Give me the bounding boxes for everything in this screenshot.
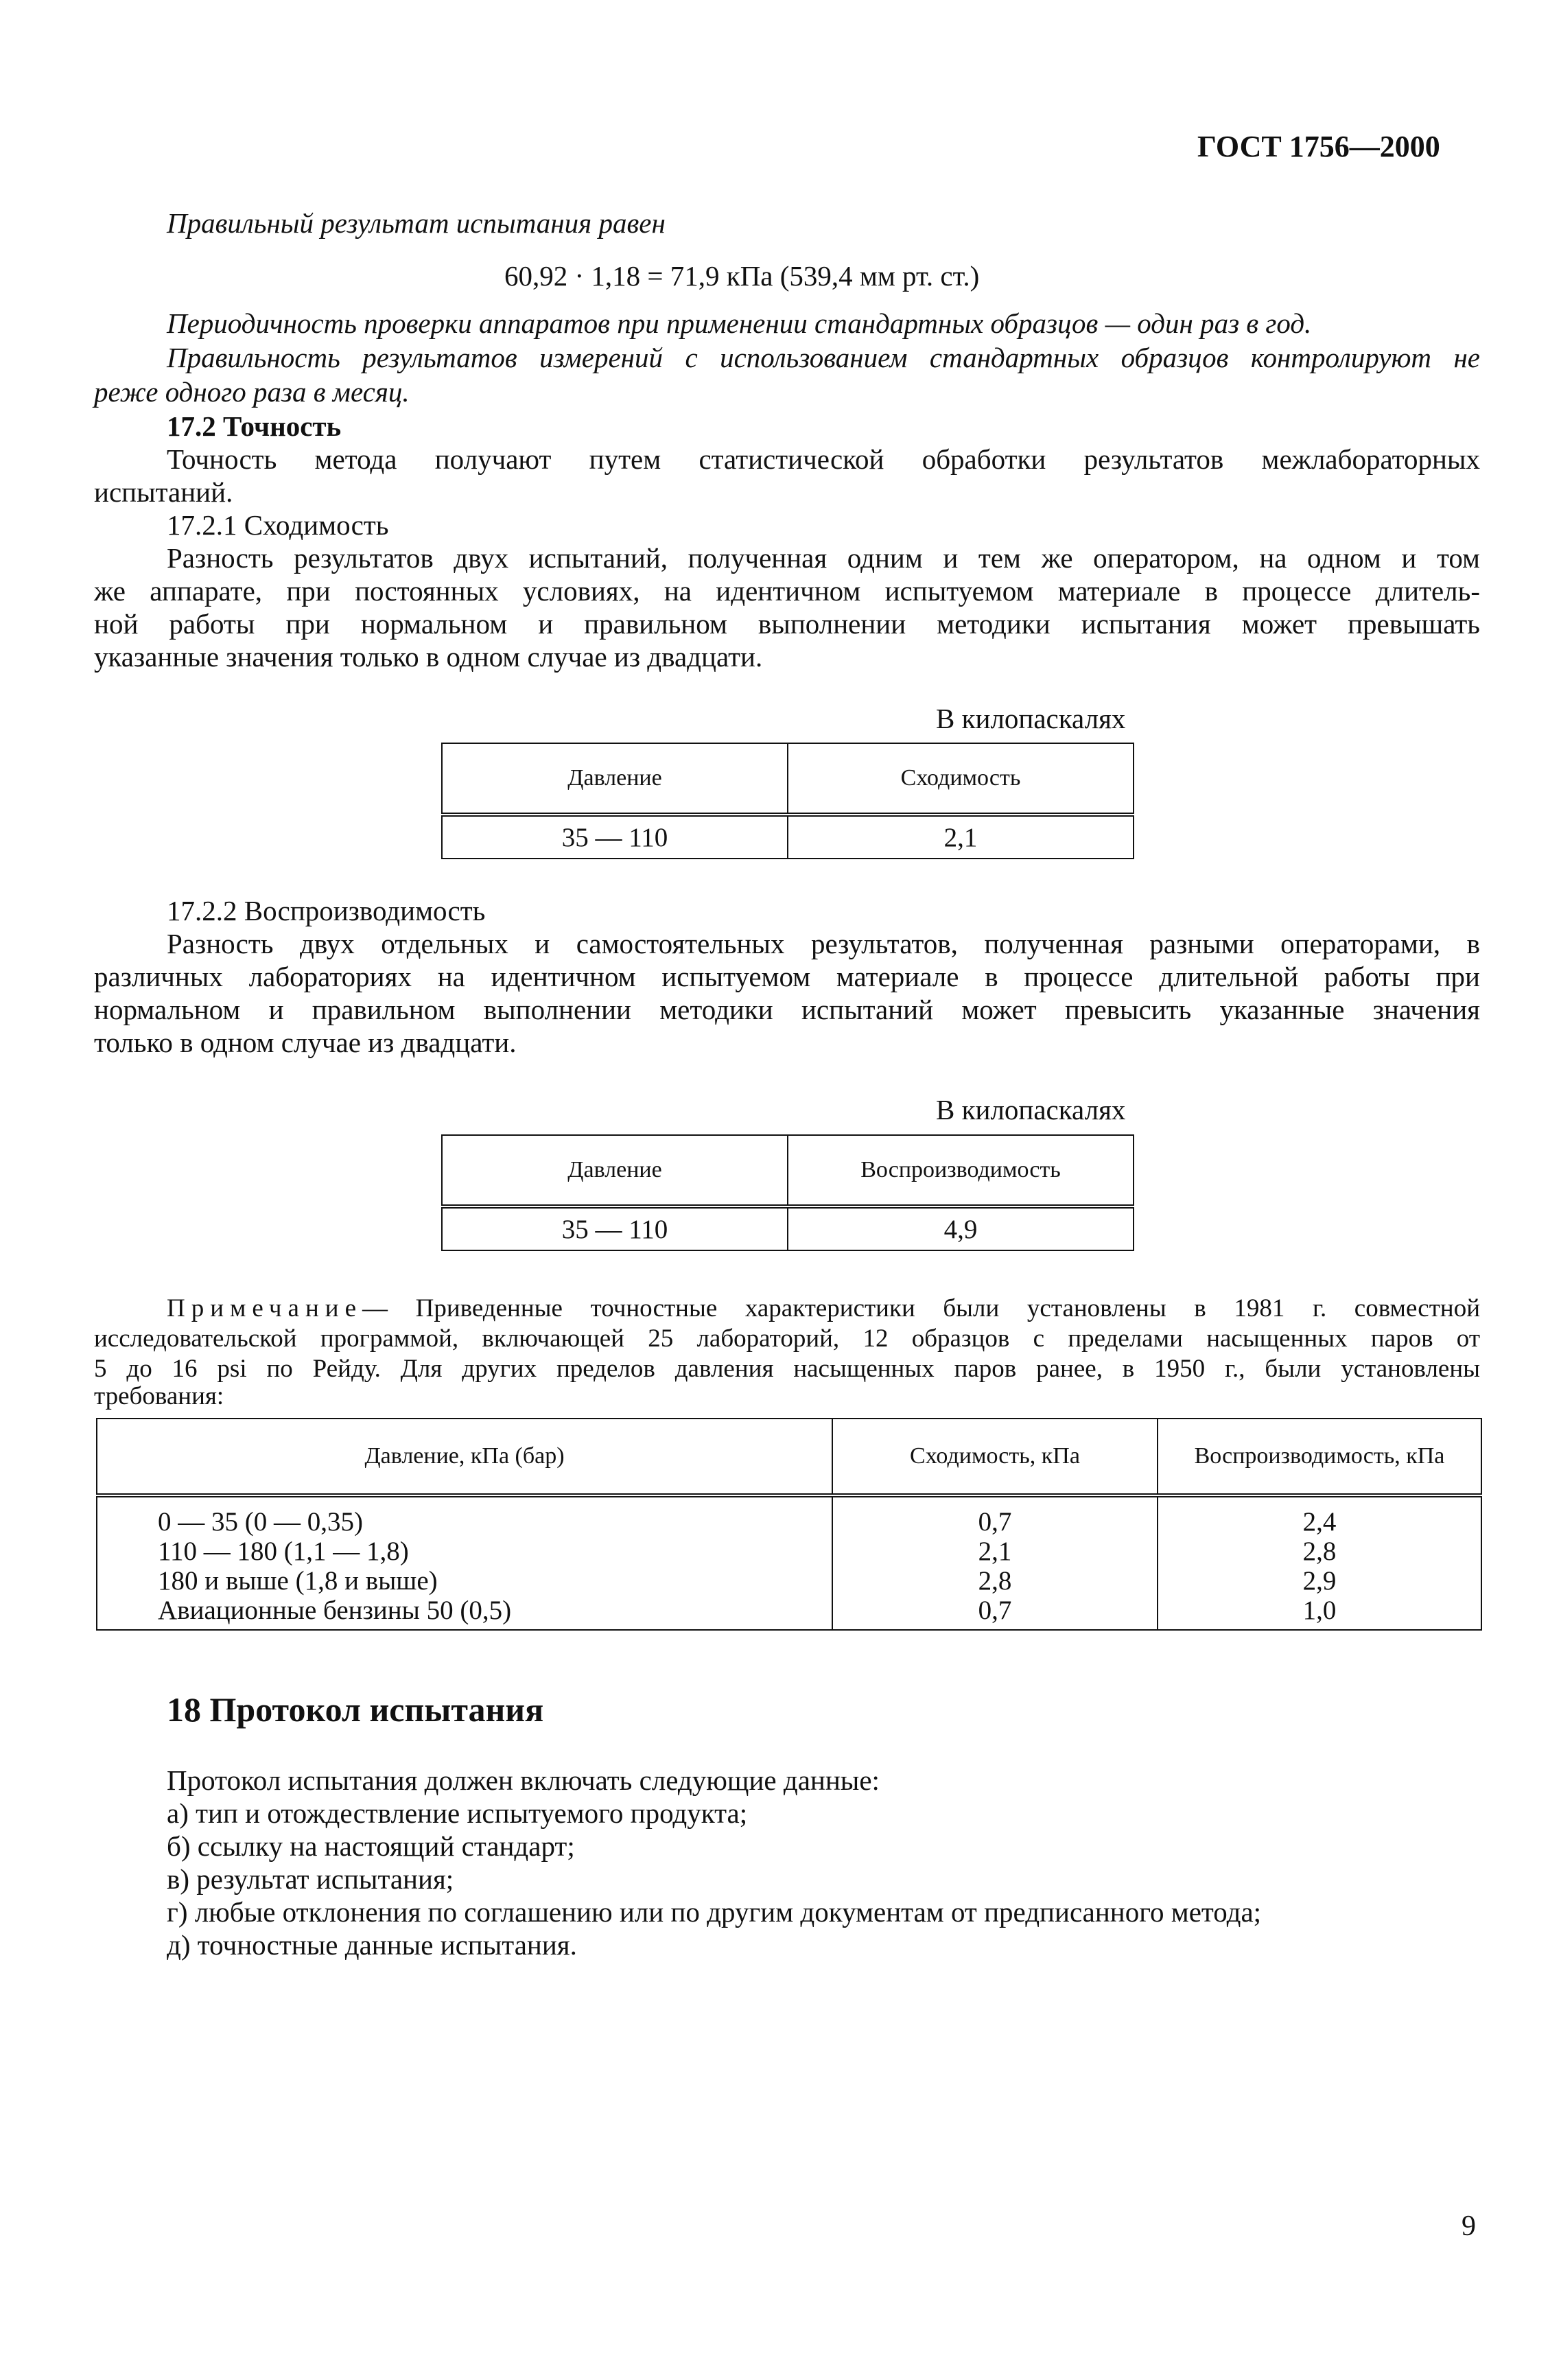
table-cell: 0 — 35 (0 — 0,35) <box>158 1507 363 1537</box>
repeatability-table <box>441 743 1134 859</box>
section-17-2-heading: 17.2 Точность <box>167 410 342 442</box>
legacy-col-reproducibility <box>1158 1495 1481 1630</box>
list-item: в) результат испытания; <box>167 1863 454 1895</box>
table-cell: 2,8 <box>1302 1537 1337 1566</box>
table-cell: 1,0 <box>1302 1596 1337 1625</box>
legacy-col-pressure <box>97 1495 832 1630</box>
reproducibility-line: различных лабораториях на идентичном испытуемом материале в процессе длительной работы при <box>94 961 1480 992</box>
table-header-reproducibility: Воспроизводимость <box>788 1135 1134 1206</box>
section-18-heading: 18 Протокол испытания <box>167 1690 544 1729</box>
periodicity-text: Периодичность проверки аппаратов при применении стандартных образцов — один раз в год. <box>167 307 1312 339</box>
note-line: исследовательской программой, включающей 25 лабораторий, 12 образцов с пределами насыщенных паров от <box>94 1325 1480 1353</box>
units-label: В килопаскалях <box>936 1094 1126 1125</box>
reproducibility-table <box>441 1134 1134 1251</box>
legacy-header-repeatability: Сходимость, кПа <box>832 1419 1158 1495</box>
list-item: а) тип и отождествление испытуемого продукта; <box>167 1797 748 1829</box>
note-line1 <box>167 1294 1480 1324</box>
table-cell-reproducibility: 4,9 <box>788 1206 1134 1250</box>
document-id: ГОСТ 1756—2000 <box>1197 130 1440 163</box>
table-header-pressure: Давление <box>442 743 788 815</box>
table-cell-repeatability: 2,1 <box>788 815 1134 859</box>
table-cell: 0,7 <box>978 1596 1012 1625</box>
legacy-precision-table <box>96 1418 1482 1631</box>
table-cell: 2,8 <box>978 1566 1012 1596</box>
repeatability-line: Разность результатов двух испытаний, полученная одним и тем же оператором, на одном и том <box>167 542 1480 574</box>
table-header-pressure: Давление <box>442 1135 788 1206</box>
table-cell: 0,7 <box>978 1507 1012 1537</box>
list-item: б) ссылку на настоящий стандарт; <box>167 1830 575 1862</box>
units-label: В килопаскалях <box>936 703 1126 734</box>
table-cell: 2,4 <box>1302 1507 1337 1537</box>
table-cell: Авиационные бензины 50 (0,5) <box>158 1596 512 1625</box>
section-17-2-1-heading: 17.2.1 Сходимость <box>167 509 389 541</box>
legacy-col-repeatability <box>832 1495 1158 1630</box>
table-cell: 2,1 <box>978 1537 1012 1566</box>
table-cell: 180 и выше (1,8 и выше) <box>158 1566 438 1596</box>
list-item: д) точностные данные испытания. <box>167 1929 577 1961</box>
table-cell: 110 — 180 (1,1 — 1,8) <box>158 1537 409 1566</box>
reproducibility-line: только в одном случае из двадцати. <box>94 1027 517 1058</box>
table-header-repeatability: Сходимость <box>788 743 1134 815</box>
legacy-header-reproducibility: Воспроизводимость, кПа <box>1158 1419 1481 1495</box>
repeatability-line: указанные значения только в одном случае из двадцати. <box>94 641 763 673</box>
list-item: г) любые отклонения по соглашению или по другим документам от предписанного метода; <box>167 1896 1262 1928</box>
note-line: требования: <box>94 1382 224 1410</box>
table-cell-pressure: 35 — 110 <box>442 815 788 859</box>
control-text-line2: реже одного раза в месяц. <box>94 376 410 408</box>
result-formula: 60,92 · 1,18 = 71,9 кПа (539,4 мм рт. ст.) <box>504 260 980 292</box>
note-text: — Приведенные точностные характеристики были установлены в 1981 г. совместной <box>362 1294 1480 1322</box>
reproducibility-line: нормальном и правильном выполнении методики испытаний может превысить указанные значения <box>94 994 1480 1025</box>
repeatability-line: ной работы при нормальном и правильном выполнении методики испытания может превышать <box>94 608 1480 640</box>
repeatability-line: же аппарате, при постоянных условиях, на идентичном испытуемом материале в процессе длитель- <box>94 575 1480 607</box>
section-17-2-text-line1: Точность метода получают путем статистической обработки результатов межлабораторных <box>167 443 1480 475</box>
section-17-2-2-heading: 17.2.2 Воспроизводимость <box>167 895 486 926</box>
legacy-header-pressure: Давление, кПа (бар) <box>97 1419 832 1495</box>
note-line: 5 до 16 psi по Рейду. Для других пределов давления насыщенных паров ранее, в 1950 г., были установлены <box>94 1355 1480 1383</box>
table-cell: 2,9 <box>1302 1566 1337 1596</box>
section-17-2-text-line2: испытаний. <box>94 476 233 508</box>
section-18-intro: Протокол испытания должен включать следующие данные: <box>167 1764 880 1796</box>
note-label: Примечание <box>167 1294 362 1322</box>
control-text-line1: Правильность результатов измерений с использованием стандартных образцов контролируют не <box>167 342 1480 373</box>
reproducibility-line: Разность двух отдельных и самостоятельных результатов, полученная разными операторами, в <box>167 928 1480 959</box>
page-number: 9 <box>1462 2210 1476 2242</box>
table-cell-pressure: 35 — 110 <box>442 1206 788 1250</box>
correct-result-label: Правильный результат испытания равен <box>167 207 666 239</box>
